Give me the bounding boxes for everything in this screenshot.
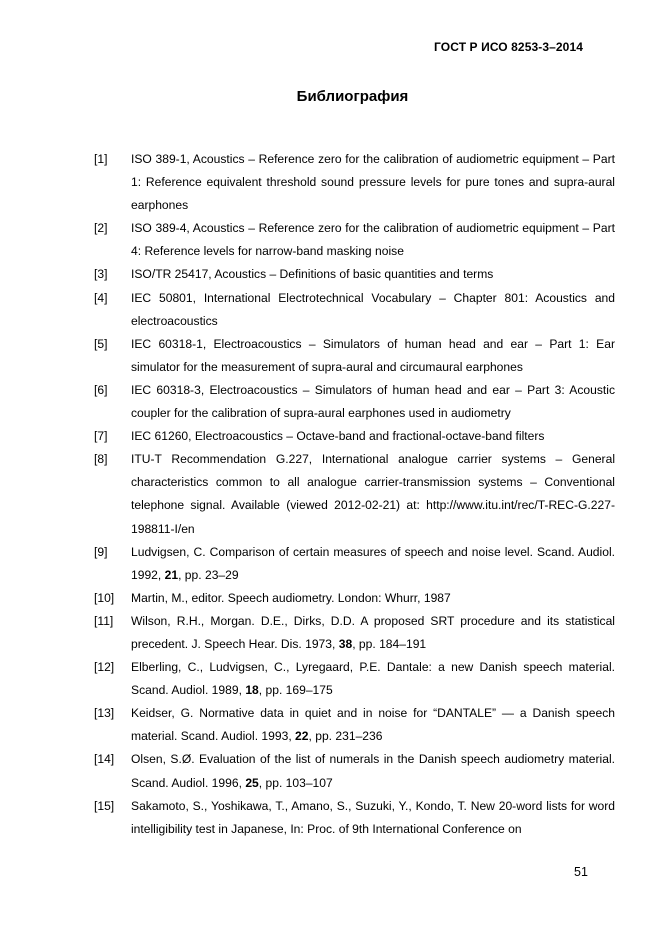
reference-item bbox=[94, 748, 615, 794]
reference-text-segment: Sakamoto, S., Yoshikawa, T., Amano, S., Suzuki, Y., Kondo, T. New 20-word lists for word intelligibility test in Japanese, In: Proc. of 9th International Conference on bbox=[131, 798, 615, 836]
reference-number: [4] bbox=[94, 290, 108, 305]
reference-item bbox=[94, 425, 615, 448]
reference-text-segment: , pp. 23–29 bbox=[178, 567, 239, 582]
reference-text-segment: ISO 389-1, Acoustics – Reference zero for the calibration of audiometric equipment – Part 1: Reference equivalent threshold sound pressure levels for pure tones and supra-aural earphones bbox=[131, 152, 615, 213]
reference-text-segment: Ludvigsen, C. Comparison of certain measures of speech and noise level. Scand. Audiol. 1992, bbox=[131, 544, 615, 582]
reference-number: [3] bbox=[94, 267, 108, 282]
reference-item bbox=[94, 448, 615, 540]
reference-text-segment: , pp. 184–191 bbox=[352, 636, 427, 651]
reference-item bbox=[94, 610, 615, 656]
reference-number: [2] bbox=[94, 221, 108, 236]
reference-text bbox=[131, 333, 615, 379]
reference-text bbox=[131, 748, 615, 794]
reference-number: [1] bbox=[94, 152, 108, 166]
reference-item bbox=[94, 541, 615, 587]
reference-number: [7] bbox=[94, 429, 108, 444]
reference-volume: 22 bbox=[295, 729, 309, 744]
reference-text-segment: , pp. 169–175 bbox=[258, 683, 333, 698]
reference-text bbox=[131, 379, 615, 425]
reference-text-segment: ITU-T Recommendation G.227, International analogue carrier systems – General characteristics common to all analogue carrier-transmission systems – Conventional telephone signal. Available (viewed 2012-02-21) at: http://www.itu.int/rec/T-REC-G.227-198811-I/en bbox=[131, 452, 615, 536]
reference-text-segment: ISO/TR 25417, Acoustics – Definitions of basic quantities and terms bbox=[131, 267, 494, 282]
reference-number: [14] bbox=[94, 752, 115, 767]
reference-text-segment: IEC 50801, International Electrotechnical Vocabulary – Chapter 801: Acoustics and electroacoustics bbox=[131, 290, 615, 328]
reference-text-segment: Elberling, C., Ludvigsen, C., Lyregaard, P.E. Dantale: a new Danish speech material. Scand. Audiol. 1989, bbox=[131, 660, 615, 698]
reference-number: [9] bbox=[94, 544, 108, 559]
reference-item bbox=[94, 795, 615, 841]
reference-number: [13] bbox=[94, 706, 115, 721]
reference-text bbox=[131, 263, 615, 286]
reference-text bbox=[131, 217, 615, 263]
reference-volume: 18 bbox=[245, 683, 259, 698]
reference-item bbox=[94, 287, 615, 333]
reference-volume: 25 bbox=[245, 775, 259, 790]
reference-item bbox=[94, 263, 615, 286]
reference-text bbox=[131, 448, 615, 540]
reference-item bbox=[94, 333, 615, 379]
reference-number: [5] bbox=[94, 336, 108, 351]
reference-text bbox=[131, 425, 615, 448]
reference-number: [8] bbox=[94, 452, 108, 467]
reference-item bbox=[94, 379, 615, 425]
reference-volume: 21 bbox=[164, 567, 179, 582]
reference-number: [10] bbox=[94, 590, 115, 605]
bibliography-list bbox=[94, 148, 615, 841]
reference-number: [15] bbox=[94, 798, 115, 813]
reference-number: [11] bbox=[94, 613, 114, 628]
reference-volume: 38 bbox=[338, 636, 353, 651]
reference-text bbox=[131, 795, 615, 841]
reference-item bbox=[94, 656, 615, 702]
reference-text bbox=[131, 287, 615, 333]
reference-text bbox=[131, 610, 615, 656]
reference-number: [12] bbox=[94, 660, 115, 675]
reference-text bbox=[131, 656, 615, 702]
reference-item bbox=[94, 702, 615, 748]
reference-text-segment: , pp. 103–107 bbox=[258, 775, 333, 790]
reference-text bbox=[131, 148, 615, 217]
reference-item bbox=[94, 587, 615, 610]
reference-text-segment: Keidser, G. Normative data in quiet and in noise for “DANTALE” — a Danish speech material. Scand. Audiol. 1993, bbox=[131, 706, 615, 744]
reference-item bbox=[94, 148, 615, 217]
reference-text-segment: ISO 389-4, Acoustics – Reference zero for the calibration of audiometric equipment – Part 4: Reference levels for narrow-band masking noise bbox=[131, 221, 615, 259]
reference-text-segment: Olsen, S.Ø. Evaluation of the list of numerals in the Danish speech audiometry material. Scand. Audiol. 1996, bbox=[131, 752, 615, 790]
reference-text bbox=[131, 702, 615, 748]
reference-text-segment: , pp. 231–236 bbox=[308, 729, 383, 744]
page-number: 51 bbox=[574, 865, 588, 879]
reference-text bbox=[131, 587, 615, 610]
page-title: Библиография bbox=[296, 88, 409, 105]
document-header: ГОСТ Р ИСО 8253-3–2014 bbox=[434, 40, 583, 54]
reference-text-segment: IEC 60318-3, Electroacoustics – Simulators of human head and ear – Part 3: Acoustic coupler for the calibration of supra-aural earphones used in audiometry bbox=[131, 382, 615, 421]
reference-text-segment: Wilson, R.H., Morgan. D.E., Dirks, D.D. A proposed SRT procedure and its statistical precedent. J. Speech Hear. Dis. 1973, bbox=[131, 613, 615, 651]
reference-text-segment: IEC 61260, Electroacoustics – Octave-band and fractional-octave-band filters bbox=[131, 429, 545, 444]
reference-number: [6] bbox=[94, 382, 108, 397]
reference-text bbox=[131, 541, 615, 587]
reference-text-segment: IEC 60318-1, Electroacoustics – Simulators of human head and ear – Part 1: Ear simulator for the measurement of supra-aural and circumaural earphones bbox=[131, 336, 615, 374]
reference-text-segment: Martin, M., editor. Speech audiometry. London: Whurr, 1987 bbox=[131, 590, 451, 605]
reference-item bbox=[94, 217, 615, 263]
